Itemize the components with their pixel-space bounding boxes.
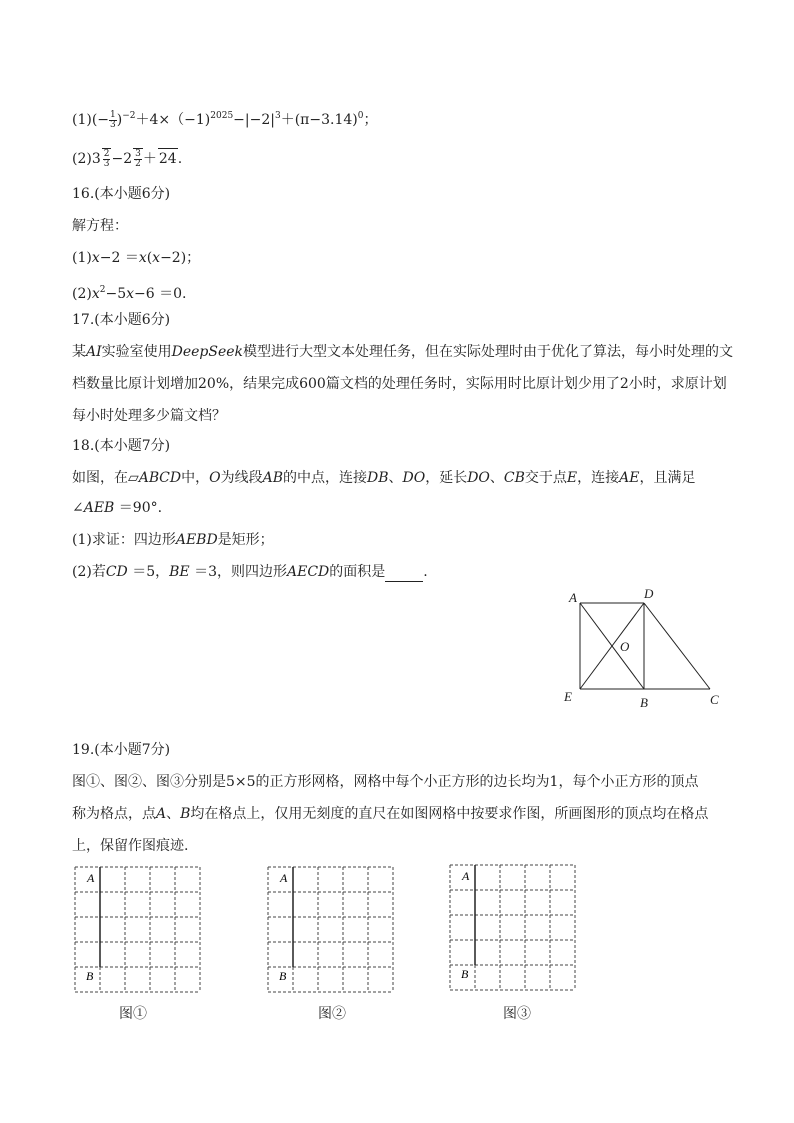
grid-figure-3 — [445, 860, 580, 995]
sqrt — [133, 148, 143, 169]
label-A: A — [569, 590, 577, 605]
q17-text-line3: 每小时处理多少篇文档？ — [72, 408, 226, 424]
segment-DC — [644, 603, 710, 689]
sqrt: 24 — [158, 148, 178, 169]
label-C: C — [710, 692, 719, 707]
label-O: O — [620, 639, 630, 654]
parallelogram-figure — [560, 585, 735, 713]
q18-part1: (1)求证：四边形𝐴𝐸𝐵𝐷是矩形； — [72, 532, 274, 548]
fraction-numerator: 1 — [110, 109, 116, 120]
q16-part2 — [72, 280, 186, 304]
q15-p2-minus: −2 — [111, 151, 133, 167]
grid-figure-1 — [70, 862, 205, 997]
q17-heading: 17.(本小题6分) — [72, 312, 171, 328]
exponent: −2 — [122, 111, 136, 121]
label-D: D — [644, 586, 654, 601]
q17-text-line1: 某𝐴𝐼实验室使用𝐷𝑒𝑒𝑝𝑆𝑒𝑒𝑘模型进行大型文本处理任务，但在实际处理时由于优化了算法，每小时处理的文 — [72, 344, 734, 360]
q15-p2-end: . — [177, 151, 183, 167]
q19-text-line2: 称为格点，点𝐴、𝐵均在格点上，仅用无刻度的直尺在如图网格中按要求作图，所画图形的顶点均在格点 — [72, 806, 709, 822]
q18-text-line1: 如图，在▱𝐴𝐵𝐶𝐷中，𝑂为线段𝐴𝐵的中点，连接𝐷𝐵、𝐷𝑂，延长𝐷𝑂、𝐶𝐵交于点𝐸，连接𝐴𝐸，且满足 — [72, 470, 696, 486]
fraction-denominator: 3 — [103, 158, 110, 169]
grid-caption-2: 图② — [318, 1006, 346, 1022]
q16-intro: 解方程： — [72, 218, 128, 234]
fraction — [134, 150, 142, 169]
q15-part1 — [72, 106, 377, 130]
point-a-label: A — [87, 871, 95, 885]
grid-caption-3: 图③ — [503, 1006, 531, 1022]
exponent: 0 — [357, 111, 364, 121]
label-E: E — [564, 689, 572, 704]
exponent: 2 — [99, 285, 106, 295]
q15-p1-prefix: (1)(− — [72, 112, 110, 128]
point-a-label: A — [462, 869, 470, 883]
q18-p2-text: (2)若𝐶𝐷 ＝5，𝐵𝐸 ＝3，则四边形𝐴𝐸𝐶𝐷的面积是 — [72, 564, 386, 580]
fraction-denominator: 2 — [135, 158, 141, 169]
exponent: 2025 — [210, 111, 234, 121]
q16-p2-a: (2)𝑥 — [72, 286, 100, 302]
label-B: B — [640, 695, 648, 710]
point-b-label: B — [461, 967, 469, 981]
point-b-label: B — [86, 969, 94, 983]
q16-part1: (1)𝑥−2 ＝𝑥(𝑥−2)； — [72, 250, 201, 266]
q18-part2 — [72, 562, 428, 582]
q15-p1-abs: −|−2| — [233, 112, 275, 128]
point-b-label: B — [279, 969, 287, 983]
q15-p1-close: ) — [116, 112, 123, 128]
q15-part2 — [72, 148, 182, 169]
fraction-numerator: 2 — [103, 148, 110, 159]
grid-figure-2 — [263, 862, 398, 997]
q18-p2-end: . — [423, 564, 428, 580]
point-a-label: A — [280, 871, 288, 885]
q15-p2-prefix: (2)3 — [72, 151, 101, 167]
q18-text-line2: ∠𝐴𝐸𝐵 ＝90°. — [72, 500, 163, 516]
q19-heading: 19.(本小题7分) — [72, 742, 171, 758]
answer-blank — [385, 569, 423, 582]
q16-heading: 16.(本小题6分) — [72, 186, 171, 202]
fraction — [109, 111, 117, 130]
exponent: 3 — [274, 111, 281, 121]
q16-p2-b: −5𝑥−6 ＝0. — [105, 286, 187, 302]
fraction-denominator: 3 — [110, 119, 116, 130]
q19-text-line1: 图①、图②、图③分别是5×5的正方形网格，网格中每个小正方形的边长均为1，每个小正方形的顶点 — [72, 774, 699, 790]
q15-p1-end: ； — [363, 112, 378, 128]
fraction — [103, 150, 111, 169]
q18-heading: 18.(本小题7分) — [72, 438, 171, 454]
q19-text-line3: 上，保留作图痕迹. — [72, 838, 189, 854]
q15-p1-mid: ＋4×（−1) — [135, 112, 211, 128]
q15-p1-pi: ＋(π−3.14) — [280, 112, 358, 128]
fraction-numerator: 3 — [135, 148, 141, 159]
q15-p2-plus: ＋ — [142, 151, 157, 167]
q17-text-line2: 档数量比原计划增加20%，结果完成600篇文档的处理任务时，实际用时比原计划少用了2小时，求原计划 — [72, 376, 727, 392]
grid-caption-1: 图① — [119, 1006, 147, 1022]
